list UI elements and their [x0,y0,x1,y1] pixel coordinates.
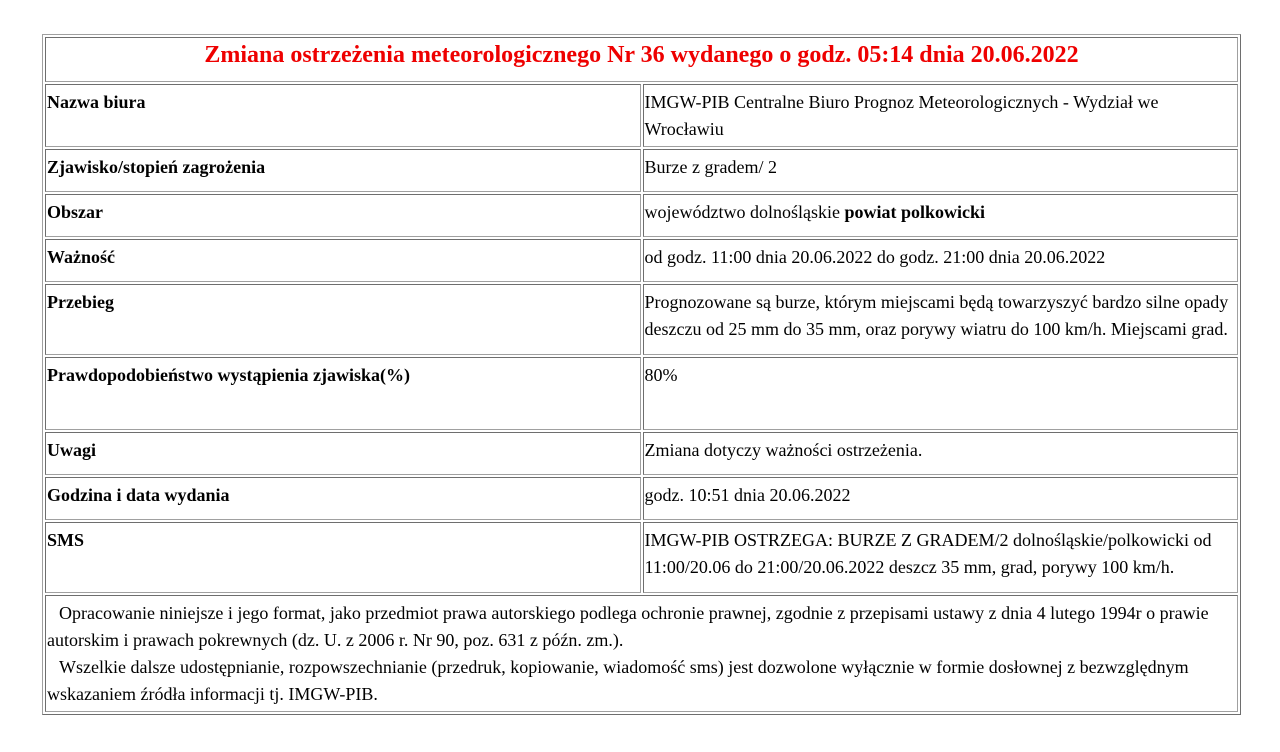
probability-value: 80% [643,357,1239,430]
issued-label: Godzina i data wydania [45,477,641,520]
row-course [45,284,1238,355]
row-sms [45,522,1238,593]
validity-label: Ważność [45,239,641,282]
row-area [45,194,1238,237]
warning-table [42,34,1241,715]
warning-document [42,34,1241,715]
remarks-value: Zmiana dotyczy ważności ostrzeżenia. [643,432,1239,475]
copyright-paragraph-1: Opracowanie niniejsze i jego format, jako przedmiot prawa autorskiego podlega ochronie prawnej, zgodnie z przepisami ustawy z dnia 4 lutego 1994r o prawie autorskim i prawach pokrewnych (dz. U. z 2006 r. Nr 90, poz. 631 z późn. zm.). [47,603,1209,650]
sms-label: SMS [45,522,641,593]
copyright-notice [45,595,1238,712]
row-probability [45,357,1238,430]
row-office [45,84,1238,147]
warning-title: Zmiana ostrzeżenia meteorologicznego Nr 36 wydanego o godz. 05:14 dnia 20.06.2022 [45,37,1238,82]
area-county: powiat polkowicki [844,202,985,222]
sms-value: IMGW-PIB OSTRZEGA: BURZE Z GRADEM/2 dolnośląskie/polkowicki od 11:00/20.06 do 21:00/20.06.2022 deszcz 35 mm, grad, porywy 100 km/h. [643,522,1239,593]
office-value: IMGW-PIB Centralne Biuro Prognoz Meteorologicznych - Wydział we Wrocławiu [643,84,1239,147]
office-label: Nazwa biura [45,84,641,147]
row-validity [45,239,1238,282]
row-footer [45,595,1238,712]
phenomenon-label: Zjawisko/stopień zagrożenia [45,149,641,192]
course-label: Przebieg [45,284,641,355]
row-phenomenon [45,149,1238,192]
phenomenon-value: Burze z gradem/ 2 [643,149,1239,192]
area-value [643,194,1239,237]
course-value: Prognozowane są burze, którym miejscami będą towarzyszyć bardzo silne opady deszczu od 25 mm do 35 mm, oraz porywy wiatru do 100 km/h. Miejscami grad. [643,284,1239,355]
validity-value: od godz. 11:00 dnia 20.06.2022 do godz. 21:00 dnia 20.06.2022 [643,239,1239,282]
row-remarks [45,432,1238,475]
row-issued [45,477,1238,520]
issued-value: godz. 10:51 dnia 20.06.2022 [643,477,1239,520]
copyright-paragraph-2: Wszelkie dalsze udostępnianie, rozpowszechnianie (przedruk, kopiowanie, wiadomość sms) jest dozwolone wyłącznie w formie dosłownej z bezwzględnym wskazaniem źródła informacji tj. IMGW-PIB. [47,657,1189,704]
area-voivodeship: województwo dolnośląskie [644,202,845,222]
probability-label: Prawdopodobieństwo wystąpienia zjawiska(%) [45,357,641,430]
remarks-label: Uwagi [45,432,641,475]
area-label: Obszar [45,194,641,237]
